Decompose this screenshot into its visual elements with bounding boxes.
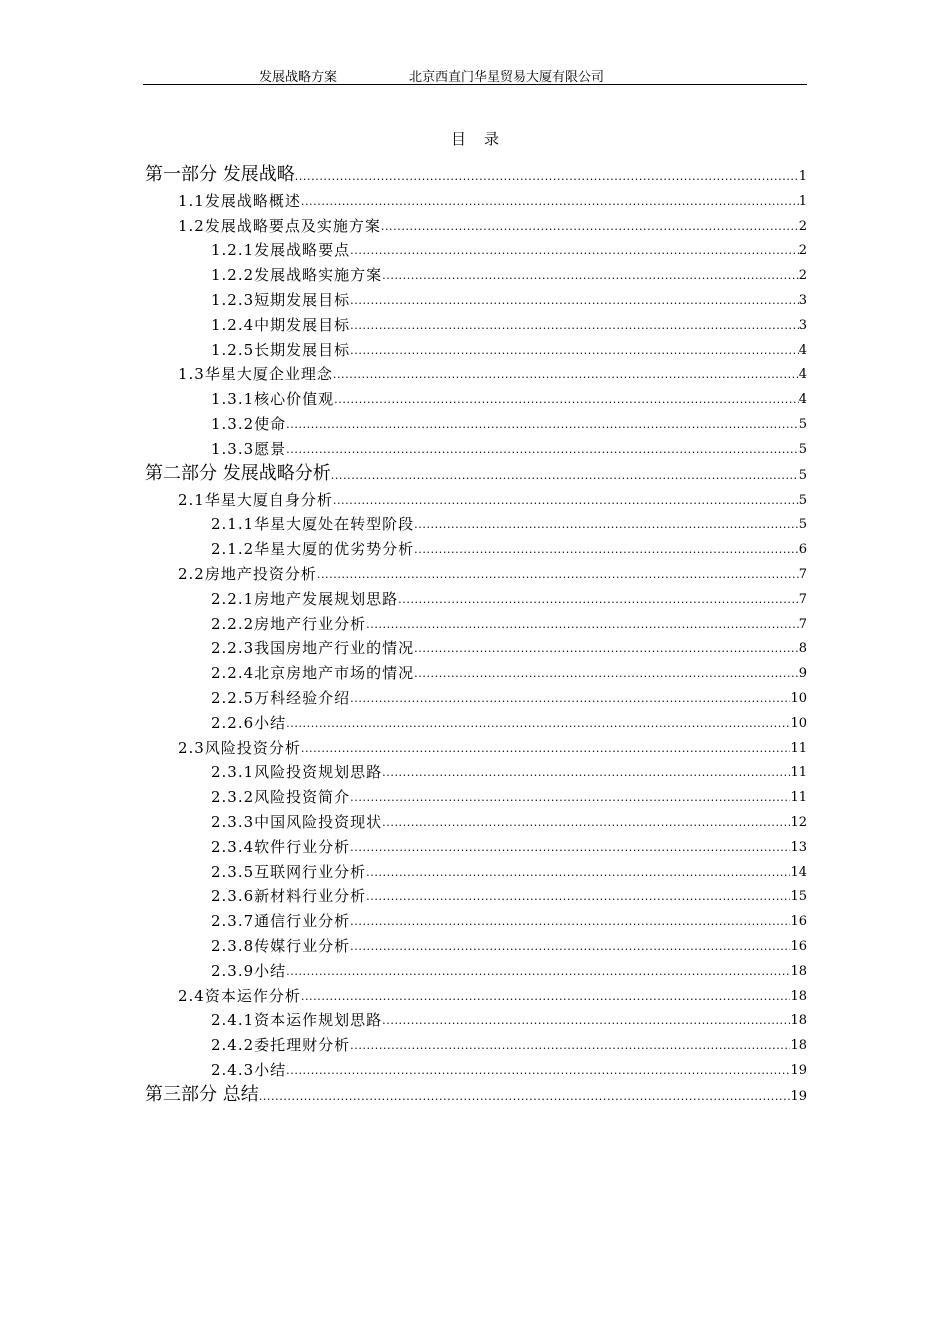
toc-entry-label: 1.2.3短期发展目标 (211, 290, 351, 309)
toc-entry-label: 2.2.1房地产发展规划思路 (211, 589, 399, 608)
toc-entry[interactable] (145, 260, 807, 285)
toc-entry[interactable] (145, 1080, 807, 1106)
toc-leader-dots (333, 495, 799, 506)
toc-entry[interactable] (145, 211, 807, 236)
toc-entry-label: 1.3.1核心价值观 (211, 390, 335, 409)
toc-entry[interactable] (145, 634, 807, 659)
toc-entry[interactable] (145, 1055, 807, 1080)
toc-entry-label: 2.2房地产投资分析 (178, 564, 317, 583)
toc-leader-dots (286, 444, 799, 455)
toc-entry-page-number: 4 (798, 367, 807, 383)
toc-entry[interactable] (145, 782, 807, 807)
toc-entry-label: 2.3.9小结 (211, 961, 287, 980)
toc-entry-page-number: 5 (798, 517, 807, 533)
toc-entry-label: 2.2.5万科经验介绍 (211, 688, 351, 707)
toc-entry-page-number: 14 (790, 864, 807, 880)
toc-entry[interactable] (145, 434, 807, 459)
toc-entry[interactable] (145, 733, 807, 758)
toc-entry[interactable] (145, 1030, 807, 1055)
toc-entry-page-number: 3 (798, 292, 807, 308)
toc-entry[interactable] (145, 882, 807, 907)
toc-entry[interactable] (145, 310, 807, 335)
toc-entry[interactable] (145, 285, 807, 310)
toc-leader-dots (366, 619, 799, 630)
toc-entry-page-number: 19 (790, 1062, 807, 1078)
table-of-contents (145, 160, 807, 1106)
toc-entry[interactable] (145, 160, 807, 186)
toc-entry[interactable] (145, 409, 807, 434)
toc-leader-dots (350, 941, 790, 952)
toc-entry-page-number: 15 (790, 889, 807, 905)
toc-entry-label: 1.2发展战略要点及实施方案 (178, 216, 381, 235)
toc-entry-page-number: 5 (798, 441, 807, 457)
toc-entry-page-number: 18 (790, 1038, 807, 1054)
toc-entry-label: 2.4.3小结 (211, 1060, 287, 1079)
toc-leader-dots (350, 320, 799, 331)
toc-entry[interactable] (145, 683, 807, 708)
toc-leader-dots (350, 245, 799, 256)
toc-title: 目录 (450, 130, 517, 148)
toc-entry-label: 1.2.1发展战略要点 (211, 241, 351, 260)
toc-entry-page-number: 11 (790, 765, 807, 781)
toc-entry-label: 2.3.1风险投资规划思路 (211, 763, 383, 782)
toc-entry-label: 2.3.3中国风险投资现状 (211, 812, 383, 831)
toc-leader-dots (286, 1065, 790, 1076)
toc-entry-label: 2.4资本运作分析 (178, 986, 301, 1005)
toc-entry-page-number: 4 (798, 342, 807, 358)
toc-entry-label: 2.3.5互联网行业分析 (211, 862, 367, 881)
toc-leader-dots (286, 966, 790, 977)
toc-entry-label: 2.1.1华星大厦处在转型阶段 (211, 515, 415, 534)
toc-entry[interactable] (145, 534, 807, 559)
toc-entry-label: 2.4.2委托理财分析 (211, 1036, 351, 1055)
toc-entry-page-number: 11 (790, 790, 807, 806)
toc-entry-label: 2.4.1资本运作规划思路 (211, 1011, 383, 1030)
header-company-name: 北京西直门华星贸易大厦有限公司 (409, 70, 605, 85)
toc-leader-dots (331, 470, 799, 481)
toc-leader-dots (301, 743, 791, 754)
toc-leader-dots (350, 693, 790, 704)
toc-leader-dots (350, 792, 790, 803)
toc-entry-label: 2.1华星大厦自身分析 (178, 490, 333, 509)
toc-entry[interactable] (145, 186, 807, 211)
toc-leader-dots (286, 718, 790, 729)
toc-entry-label: 2.3风险投资分析 (178, 738, 301, 757)
toc-entry[interactable] (145, 981, 807, 1006)
toc-leader-dots (350, 842, 790, 853)
toc-entry-page-number: 1 (798, 169, 807, 184)
toc-entry[interactable] (145, 906, 807, 931)
toc-entry[interactable] (145, 510, 807, 535)
header-document-title: 发展战略方案 (259, 70, 338, 85)
toc-leader-dots (414, 668, 799, 679)
toc-entry-page-number: 1 (798, 193, 807, 209)
toc-entry-page-number: 7 (798, 616, 807, 632)
toc-entry-page-number: 13 (790, 839, 807, 855)
toc-entry-label: 2.1.2华星大厦的优劣势分析 (211, 540, 415, 559)
toc-entry-label: 1.2.4中期发展目标 (211, 315, 351, 334)
toc-entry-page-number: 10 (790, 715, 807, 731)
toc-entry[interactable] (145, 584, 807, 609)
toc-entry-label: 第三部分 总结 (145, 1083, 259, 1105)
toc-leader-dots (366, 867, 790, 878)
toc-entry-label: 2.2.3我国房地产行业的情况 (211, 639, 415, 658)
toc-leader-dots (414, 519, 799, 530)
toc-entry-page-number: 2 (798, 243, 807, 259)
toc-entry-page-number: 3 (798, 317, 807, 333)
toc-entry-page-number: 8 (798, 641, 807, 657)
toc-leader-dots (333, 369, 799, 380)
toc-entry-label: 1.3.2使命 (211, 414, 287, 433)
toc-leader-dots (295, 171, 799, 182)
toc-entry[interactable] (145, 708, 807, 733)
toc-leader-dots (350, 345, 799, 356)
toc-leader-dots (259, 1091, 791, 1102)
toc-entry-page-number: 5 (798, 492, 807, 508)
toc-leader-dots (414, 544, 799, 555)
toc-entry-page-number: 10 (790, 690, 807, 706)
toc-entry-page-number: 2 (798, 218, 807, 234)
toc-entry[interactable] (145, 485, 807, 510)
toc-entry-page-number: 18 (790, 1013, 807, 1029)
toc-entry[interactable] (145, 956, 807, 981)
toc-entry[interactable] (145, 335, 807, 360)
toc-entry-page-number: 18 (790, 963, 807, 979)
toc-entry-label: 1.2.2发展战略实施方案 (211, 266, 383, 285)
toc-leader-dots (301, 196, 799, 207)
toc-entry-page-number: 6 (798, 542, 807, 558)
toc-entry-label: 2.3.2风险投资简介 (211, 788, 351, 807)
toc-entry-page-number: 12 (790, 814, 807, 830)
toc-leader-dots (398, 594, 799, 605)
toc-leader-dots (301, 991, 791, 1002)
toc-entry-label: 2.3.7通信行业分析 (211, 912, 351, 931)
toc-entry-label: 第二部分 发展战略分析 (145, 462, 331, 484)
toc-entry[interactable] (145, 559, 807, 584)
toc-leader-dots (382, 270, 799, 281)
toc-entry-page-number: 16 (790, 914, 807, 930)
toc-entry[interactable] (145, 459, 807, 485)
toc-entry-label: 1.1发展战略概述 (178, 191, 301, 210)
toc-leader-dots (382, 1015, 790, 1026)
toc-leader-dots (414, 643, 799, 654)
toc-entry[interactable] (145, 609, 807, 634)
toc-leader-dots (381, 221, 799, 232)
toc-leader-dots (334, 394, 799, 405)
toc-entry-label: 2.2.4北京房地产市场的情况 (211, 664, 415, 683)
toc-entry-label: 2.3.6新材料行业分析 (211, 887, 367, 906)
toc-entry-label: 1.2.5长期发展目标 (211, 340, 351, 359)
toc-entry-page-number: 19 (790, 1088, 807, 1104)
toc-entry-label: 1.3.3愿景 (211, 439, 287, 458)
toc-entry-label: 2.3.8传媒行业分析 (211, 936, 351, 955)
toc-entry-page-number: 18 (790, 988, 807, 1004)
toc-entry-page-number: 5 (798, 467, 807, 483)
toc-leader-dots (366, 891, 790, 902)
toc-leader-dots (382, 817, 790, 828)
toc-entry[interactable] (145, 658, 807, 683)
toc-entry-label: 2.3.4软件行业分析 (211, 837, 351, 856)
toc-entry[interactable] (145, 1006, 807, 1031)
toc-entry-label: 1.3华星大厦企业理念 (178, 365, 333, 384)
toc-entry-page-number: 9 (798, 666, 807, 682)
toc-entry[interactable] (145, 236, 807, 261)
toc-leader-dots (350, 295, 799, 306)
toc-entry-label: 第一部分 发展战略 (145, 164, 295, 185)
toc-entry[interactable] (145, 807, 807, 832)
toc-leader-dots (382, 767, 790, 778)
toc-entry-page-number: 5 (798, 416, 807, 432)
toc-entry[interactable] (145, 931, 807, 956)
toc-entry[interactable] (145, 758, 807, 783)
toc-entry-page-number: 7 (798, 591, 807, 607)
toc-entry-page-number: 4 (798, 392, 807, 408)
toc-entry-label: 2.2.2房地产行业分析 (211, 614, 367, 633)
toc-leader-dots (286, 419, 799, 430)
page-header (143, 64, 807, 85)
toc-entry-label: 2.2.6小结 (211, 713, 287, 732)
toc-entry-page-number: 11 (790, 740, 807, 756)
toc-entry[interactable] (145, 832, 807, 857)
toc-leader-dots (350, 1040, 790, 1051)
toc-leader-dots (350, 916, 790, 927)
toc-entry-page-number: 16 (790, 938, 807, 954)
toc-entry[interactable] (145, 857, 807, 882)
toc-entry[interactable] (145, 384, 807, 409)
toc-entry-page-number: 7 (798, 566, 807, 582)
toc-entry[interactable] (145, 360, 807, 385)
toc-entry-page-number: 2 (798, 268, 807, 284)
toc-leader-dots (317, 569, 799, 580)
